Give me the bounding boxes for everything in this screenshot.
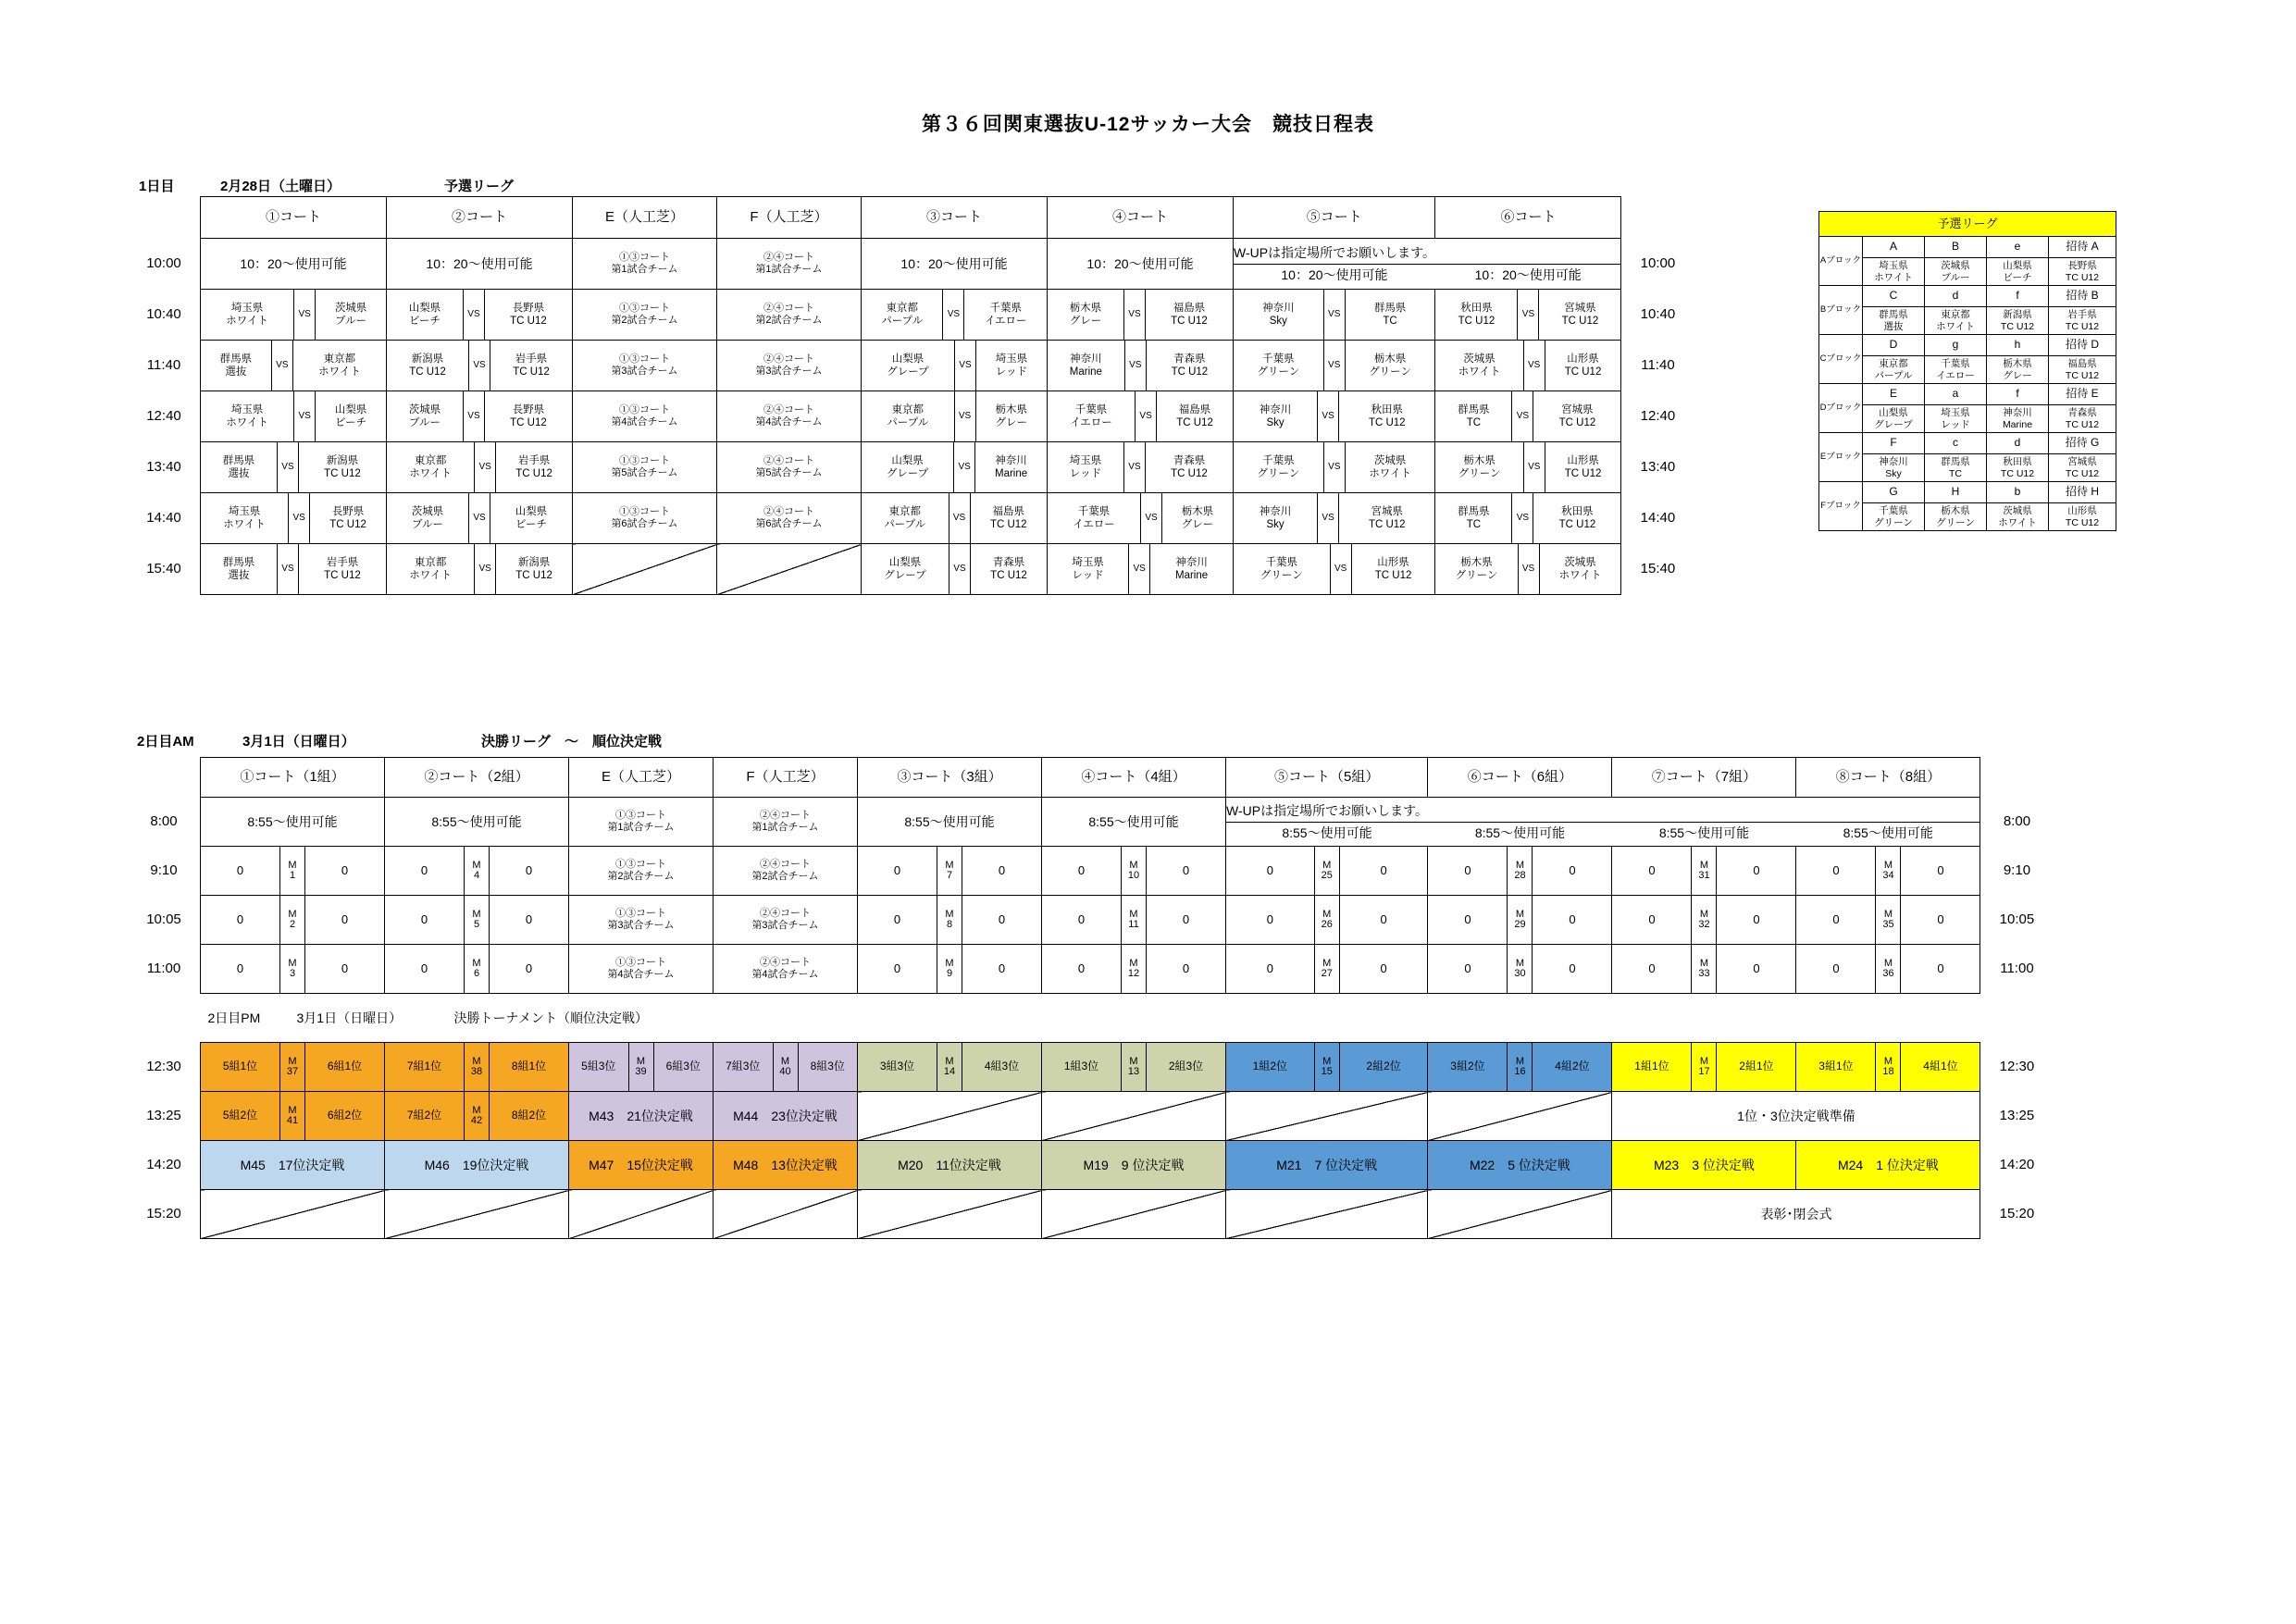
day2pm-match-m17: 1組1位 M 17 2組1位 bbox=[1612, 1043, 1796, 1092]
day2-availability: 8:55～使用可能 bbox=[385, 798, 569, 847]
day1-row bbox=[128, 341, 1694, 391]
day2-col-3: E（人工芝） bbox=[569, 758, 714, 798]
day2-col-8: ⑥コート（6組） bbox=[1428, 758, 1612, 798]
time-corner-right bbox=[1621, 197, 1694, 239]
day2pm-final-match: M19 9 位決定戦 bbox=[1042, 1141, 1226, 1190]
day1-match: 千葉県 イエロー VS 福島県 TC U12 bbox=[1048, 391, 1234, 442]
day1-match: 茨城県 ホワイト VS 山形県 TC U12 bbox=[1435, 341, 1621, 391]
block-label: Fブロック bbox=[1819, 482, 1863, 531]
block-code-3: 招待 B bbox=[2049, 286, 2116, 307]
day2pm-empty-slot bbox=[858, 1190, 1042, 1239]
day1-row bbox=[128, 544, 1694, 595]
day2-match-m35: 0 M 35 0 bbox=[1796, 896, 1980, 945]
day2pm-empty-slot bbox=[858, 1092, 1042, 1141]
day2-header-row bbox=[128, 758, 2053, 798]
day2-body bbox=[128, 798, 2053, 1239]
day1-match: 埼玉県 ホワイト VS 茨城県 ブルー bbox=[201, 290, 387, 341]
day2-match-m1: 0 M 1 0 bbox=[201, 847, 385, 896]
day2pm-match-m37: 5組1位 M 37 6組1位 bbox=[201, 1043, 385, 1092]
day2am-label: 2日目AM bbox=[137, 734, 194, 750]
day1-match: 千葉県 グリーン VS 茨城県 ホワイト bbox=[1234, 442, 1435, 493]
block-label: Aブロック bbox=[1819, 237, 1863, 286]
day2pm-final-match: M46 19位決定戦 bbox=[385, 1141, 569, 1190]
block-team-2: 栃木県 グレー bbox=[1987, 356, 2049, 384]
day1-match: 山梨県 グレープ VS 青森県 TC U12 bbox=[862, 544, 1048, 595]
day1-label: 1日目 bbox=[139, 179, 175, 194]
day1-row-time-left: 15:40 bbox=[146, 561, 181, 577]
day1-phase: 予選リーグ bbox=[444, 179, 515, 194]
day2-match-m28: 0 M 28 0 bbox=[1428, 847, 1612, 896]
block-code-2: d bbox=[1987, 433, 2049, 454]
day2-availability: 8:55～使用可能 bbox=[201, 798, 385, 847]
day2pm-final-match: M21 7 位決定戦 bbox=[1226, 1141, 1428, 1190]
block-code-2: e bbox=[1987, 237, 2049, 258]
day1-row bbox=[128, 239, 1694, 290]
day1-court-note: ②④コート 第2試合チーム bbox=[717, 290, 862, 341]
day2-wup-note: W-UPは指定場所でお願いします。 8:55～使用可能 bbox=[1226, 798, 1428, 847]
day1-schedule-table bbox=[128, 196, 1694, 595]
day2-availability: 8:55～使用可能 bbox=[1796, 798, 1980, 847]
block-team-1: 千葉県 イエロー bbox=[1925, 356, 1987, 384]
day1-row-time-left: 13:40 bbox=[146, 459, 181, 476]
blocks-header: 予選リーグ bbox=[1819, 212, 2116, 237]
day1-match: 群馬県 選抜 VS 新潟県 TC U12 bbox=[201, 442, 387, 493]
day2am-row bbox=[128, 847, 2053, 896]
day2pm-empty-slot bbox=[1042, 1190, 1226, 1239]
day1-date: 2月28日（土曜日） bbox=[220, 179, 341, 194]
day2-row-time-left: 8:00 bbox=[150, 813, 178, 830]
day2am-row bbox=[128, 798, 2053, 847]
day2-match-m27: 0 M 27 0 bbox=[1226, 945, 1428, 994]
day1-empty-slot bbox=[573, 544, 717, 595]
day2-match-m34: 0 M 34 0 bbox=[1796, 847, 1980, 896]
block-team-3: 岩手県 TC U12 bbox=[2049, 307, 2116, 335]
day1-col-3: E（人工芝） bbox=[573, 197, 717, 239]
day1-court-note: ②④コート 第3試合チーム bbox=[717, 341, 862, 391]
day2pm-placement-match: M43 21位決定戦 bbox=[569, 1092, 714, 1141]
block-code-3: 招待 D bbox=[2049, 335, 2116, 356]
day2pm-final-match: M23 3 位決定戦 bbox=[1612, 1141, 1796, 1190]
block-team-row bbox=[1819, 503, 2116, 531]
day2pm-row-1420 bbox=[128, 1141, 2053, 1190]
day1-match: 千葉県 イエロー VS 栃木県 グレー bbox=[1048, 493, 1234, 544]
day1-row-time-right: 12:40 bbox=[1640, 408, 1676, 425]
day2-match-m9: 0 M 9 0 bbox=[858, 945, 1042, 994]
day1-match: 東京都 ホワイト VS 岩手県 TC U12 bbox=[387, 442, 573, 493]
day2pm-final-match: M45 17位決定戦 bbox=[201, 1141, 385, 1190]
block-team-1: 群馬県 TC bbox=[1925, 454, 1987, 482]
day1-match: 東京都 ホワイト VS 新潟県 TC U12 bbox=[387, 544, 573, 595]
preliminary-blocks-wrap bbox=[1818, 211, 2116, 531]
day2-row-time-right: 10:05 bbox=[1999, 911, 2035, 928]
day2-col-5: ③コート（3組） bbox=[858, 758, 1042, 798]
block-code-1: g bbox=[1925, 335, 1987, 356]
day2-match-m2: 0 M 2 0 bbox=[201, 896, 385, 945]
day2pm-empty-slot bbox=[569, 1190, 714, 1239]
day1-match: 新潟県 TC U12 VS 岩手県 TC U12 bbox=[387, 341, 573, 391]
day2pm-match-m42: 7組2位 M 42 8組2位 bbox=[385, 1092, 569, 1141]
day2pm-time-left: 15:20 bbox=[146, 1206, 181, 1222]
block-team-3: 青森県 TC U12 bbox=[2049, 405, 2116, 433]
day1-match: 神奈川 Marine VS 青森県 TC U12 bbox=[1048, 341, 1234, 391]
day2pm-match-m39: 5組3位 M 39 6組3位 bbox=[569, 1043, 714, 1092]
day1-match: 栃木県 グリーン VS 茨城県 ホワイト bbox=[1435, 544, 1621, 595]
day1-match: 埼玉県 ホワイト VS 長野県 TC U12 bbox=[201, 493, 387, 544]
day2pm-match-m16: 3組2位 M 16 4組2位 bbox=[1428, 1043, 1612, 1092]
block-team-3: 福島県 TC U12 bbox=[2049, 356, 2116, 384]
day2pm-match-m18: 3組1位 M 18 4組1位 bbox=[1796, 1043, 1980, 1092]
day2-col-6: ④コート（4組） bbox=[1042, 758, 1226, 798]
day1-col-1: ①コート bbox=[201, 197, 387, 239]
day1-row bbox=[128, 391, 1694, 442]
day2pm-label-row bbox=[128, 994, 2053, 1043]
day2-col-10: ⑧コート（8組） bbox=[1796, 758, 1980, 798]
day2pm-match-m38: 7組1位 M 38 8組1位 bbox=[385, 1043, 569, 1092]
day2pm-placement-match: M44 23位決定戦 bbox=[714, 1092, 858, 1141]
day2-court-note: ②④コート 第1試合チーム bbox=[714, 798, 858, 847]
day2-match-m25: 0 M 25 0 bbox=[1226, 847, 1428, 896]
day2am-date: 3月1日（日曜日） bbox=[242, 734, 355, 750]
day2-col-1: ①コート（1組） bbox=[201, 758, 385, 798]
block-team-0: 埼玉県 ホワイト bbox=[1863, 258, 1925, 286]
day2-availability: 8:55～使用可能 bbox=[1042, 798, 1226, 847]
day1-header-row bbox=[128, 197, 1694, 239]
day1-match: 埼玉県 レッド VS 青森県 TC U12 bbox=[1048, 442, 1234, 493]
day1-court-note: ①③コート 第5試合チーム bbox=[573, 442, 717, 493]
day1-row-time-left: 14:40 bbox=[146, 510, 181, 527]
day2pm-final-match: M48 13位決定戦 bbox=[714, 1141, 858, 1190]
block-team-2: 神奈川 Marine bbox=[1987, 405, 2049, 433]
day1-court-note: ②④コート 第5試合チーム bbox=[717, 442, 862, 493]
day1-row-time-left: 10:40 bbox=[146, 306, 181, 323]
day2pm-closing-ceremony: 表彰･閉会式 bbox=[1612, 1190, 1980, 1239]
day2-court-note: ①③コート 第1試合チーム bbox=[569, 798, 714, 847]
block-team-0: 千葉県 グリーン bbox=[1863, 503, 1925, 531]
day2pm-empty-slot bbox=[1226, 1092, 1428, 1141]
day2am-row bbox=[128, 945, 2053, 994]
day2pm-final-match: M24 1 位決定戦 bbox=[1796, 1141, 1980, 1190]
day1-col-6: ④コート bbox=[1048, 197, 1234, 239]
day2-row-time-right: 8:00 bbox=[2003, 813, 2031, 830]
block-label: Bブロック bbox=[1819, 286, 1863, 335]
day1-court-note: ②④コート 第1試合チーム bbox=[717, 239, 862, 290]
day2pm-row-1325 bbox=[128, 1092, 2053, 1141]
day1-row bbox=[128, 290, 1694, 341]
day1-empty-slot bbox=[717, 544, 862, 595]
block-code-row bbox=[1819, 384, 2116, 405]
block-team-0: 神奈川 Sky bbox=[1863, 454, 1925, 482]
day1-match: 東京都 パープル VS 福島県 TC U12 bbox=[862, 493, 1048, 544]
day2-match-m26: 0 M 26 0 bbox=[1226, 896, 1428, 945]
day1-availability: 10：20～使用可能 bbox=[1048, 239, 1234, 290]
block-code-row bbox=[1819, 237, 2116, 258]
day2-availability: 8:55～使用可能 bbox=[1612, 798, 1796, 847]
block-team-row bbox=[1819, 454, 2116, 482]
block-code-0: D bbox=[1863, 335, 1925, 356]
day2-match-m3: 0 M 3 0 bbox=[201, 945, 385, 994]
block-code-2: h bbox=[1987, 335, 2049, 356]
day2-col-9: ⑦コート（7組） bbox=[1612, 758, 1796, 798]
time-corner-2 bbox=[128, 758, 201, 798]
day1-match: 埼玉県 ホワイト VS 山梨県 ビーチ bbox=[201, 391, 387, 442]
block-label: Dブロック bbox=[1819, 384, 1863, 433]
day2pm-match-m14: 3組3位 M 14 4組3位 bbox=[858, 1043, 1042, 1092]
day1-match: 千葉県 グリーン VS 山形県 TC U12 bbox=[1234, 544, 1435, 595]
day1-match: 茨城県 ブルー VS 山梨県 ビーチ bbox=[387, 493, 573, 544]
day2-match-m6: 0 M 6 0 bbox=[385, 945, 569, 994]
day1-court-note: ①③コート 第2試合チーム bbox=[573, 290, 717, 341]
day2-match-m36: 0 M 36 0 bbox=[1796, 945, 1980, 994]
day2pm-row-1520 bbox=[128, 1190, 2053, 1239]
day2pm-match-m15: 1組2位 M 15 2組2位 bbox=[1226, 1043, 1428, 1092]
block-code-row bbox=[1819, 433, 2116, 454]
day2-row-time-left: 10:05 bbox=[146, 911, 181, 928]
day2pm-empty-slot bbox=[201, 1190, 385, 1239]
day1-match: 秋田県 TC U12 VS 宮城県 TC U12 bbox=[1435, 290, 1621, 341]
block-team-row bbox=[1819, 307, 2116, 335]
day2pm-empty-slot bbox=[1428, 1092, 1612, 1141]
day2-col-4: F（人工芝） bbox=[714, 758, 858, 798]
block-code-2: f bbox=[1987, 384, 2049, 405]
day2-match-m5: 0 M 5 0 bbox=[385, 896, 569, 945]
block-team-2: 茨城県 ホワイト bbox=[1987, 503, 2049, 531]
day1-match: 群馬県 TC VS 秋田県 TC U12 bbox=[1435, 493, 1621, 544]
day1-row bbox=[128, 493, 1694, 544]
day2-availability: 8:55～使用可能 bbox=[1428, 798, 1612, 847]
day2-col-2: ②コート（2組） bbox=[385, 758, 569, 798]
day1-match: 神奈川 Sky VS 宮城県 TC U12 bbox=[1234, 493, 1435, 544]
block-team-row bbox=[1819, 356, 2116, 384]
block-code-row bbox=[1819, 286, 2116, 307]
block-code-3: 招待 H bbox=[2049, 482, 2116, 503]
day2-match-m12: 0 M 12 0 bbox=[1042, 945, 1226, 994]
day2pm-time-left: 12:30 bbox=[146, 1059, 181, 1075]
day1-row-time-left: 12:40 bbox=[146, 408, 181, 425]
day2-match-m30: 0 M 30 0 bbox=[1428, 945, 1612, 994]
day1-match: 東京都 パープル VS 千葉県 イエロー bbox=[862, 290, 1048, 341]
day1-col-8: ⑥コート bbox=[1435, 197, 1621, 239]
time-corner-2r bbox=[1980, 758, 2054, 798]
day2-match-m31: 0 M 31 0 bbox=[1612, 847, 1796, 896]
day2-court-note: ①③コート 第3試合チーム bbox=[569, 896, 714, 945]
day1-court-note: ②④コート 第4試合チーム bbox=[717, 391, 862, 442]
block-code-2: b bbox=[1987, 482, 2049, 503]
page-title: 第３６回関東選抜U-12サッカー大会 競技日程表 bbox=[921, 114, 1375, 135]
day2-row-time-right: 11:00 bbox=[2000, 961, 2034, 977]
block-code-2: f bbox=[1987, 286, 2049, 307]
day1-match: 茨城県 ブルー VS 長野県 TC U12 bbox=[387, 391, 573, 442]
day2pm-time-right: 14:20 bbox=[1999, 1157, 2035, 1173]
day2-match-m7: 0 M 7 0 bbox=[858, 847, 1042, 896]
day2-match-m29: 0 M 29 0 bbox=[1428, 896, 1612, 945]
day2pm-placement-match: 1位・3位決定戦準備 bbox=[1612, 1092, 1980, 1141]
day2-court-note: ①③コート 第4試合チーム bbox=[569, 945, 714, 994]
day2-row-time-left: 11:00 bbox=[146, 961, 181, 977]
day1-court-note: ①③コート 第6試合チーム bbox=[573, 493, 717, 544]
day2pm-time-right: 13:25 bbox=[1999, 1108, 2035, 1124]
day2-row-time-left: 9:10 bbox=[150, 862, 178, 879]
day1-col-2: ②コート bbox=[387, 197, 573, 239]
day2pm-empty-slot bbox=[385, 1190, 569, 1239]
block-team-1: 栃木県 グリーン bbox=[1925, 503, 1987, 531]
day1-match: 山梨県 グレープ VS 埼玉県 レッド bbox=[862, 341, 1048, 391]
day2pm-empty-slot bbox=[1428, 1190, 1612, 1239]
day1-match: 山梨県 ビーチ VS 長野県 TC U12 bbox=[387, 290, 573, 341]
blocks-body bbox=[1819, 237, 2116, 531]
day1-match: 群馬県 TC VS 宮城県 TC U12 bbox=[1435, 391, 1621, 442]
day2-schedule-table bbox=[128, 757, 2053, 1239]
day1-match: 栃木県 グリーン VS 山形県 TC U12 bbox=[1435, 442, 1621, 493]
day2pm-time-left: 13:25 bbox=[146, 1108, 181, 1124]
day2-availability: 8:55～使用可能 bbox=[858, 798, 1042, 847]
day1-availability: 10：20～使用可能 bbox=[862, 239, 1048, 290]
day1-match: 群馬県 選抜 VS 岩手県 TC U12 bbox=[201, 544, 387, 595]
block-code-3: 招待 E bbox=[2049, 384, 2116, 405]
day1-col-5: ③コート bbox=[862, 197, 1048, 239]
day2-match-m33: 0 M 33 0 bbox=[1612, 945, 1796, 994]
block-code-1: H bbox=[1925, 482, 1987, 503]
day1-match: 東京都 パープル VS 栃木県 グレー bbox=[862, 391, 1048, 442]
day1-court-note: ①③コート 第1試合チーム bbox=[573, 239, 717, 290]
day1-col-4: F（人工芝） bbox=[717, 197, 862, 239]
block-team-3: 山形県 TC U12 bbox=[2049, 503, 2116, 531]
block-code-1: c bbox=[1925, 433, 1987, 454]
block-team-0: 山梨県 グレープ bbox=[1863, 405, 1925, 433]
day2pm-final-match: M47 15位決定戦 bbox=[569, 1141, 714, 1190]
day1-match: 山梨県 グレープ VS 神奈川 Marine bbox=[862, 442, 1048, 493]
day2-court-note: ②④コート 第2試合チーム bbox=[714, 847, 858, 896]
day2pm-match-m13: 1組3位 M 13 2組3位 bbox=[1042, 1043, 1226, 1092]
day2pm-empty-slot bbox=[1042, 1092, 1226, 1141]
day1-row-time-right: 15:40 bbox=[1640, 561, 1676, 577]
day2pm-empty-slot bbox=[1226, 1190, 1428, 1239]
day1-row-time-right: 10:00 bbox=[1640, 255, 1676, 272]
day2-court-note: ②④コート 第4試合チーム bbox=[714, 945, 858, 994]
day2-col-7: ⑤コート（5組） bbox=[1226, 758, 1428, 798]
day1-row-time-left: 10:00 bbox=[146, 255, 181, 272]
day2pm-final-match: M20 11位決定戦 bbox=[858, 1141, 1042, 1190]
block-code-1: a bbox=[1925, 384, 1987, 405]
day1-wup-note: W-UPは指定場所でお願いします。 10：20～使用可能 bbox=[1234, 239, 1435, 290]
block-team-1: 茨城県 ブルー bbox=[1925, 258, 1987, 286]
block-team-2: 秋田県 TC U12 bbox=[1987, 454, 2049, 482]
preliminary-blocks-table bbox=[1818, 211, 2116, 531]
block-code-1: d bbox=[1925, 286, 1987, 307]
block-team-1: 東京都 ホワイト bbox=[1925, 307, 1987, 335]
day1-row-time-right: 11:40 bbox=[1641, 357, 1675, 374]
day1-match: 埼玉県 レッド VS 神奈川 Marine bbox=[1048, 544, 1234, 595]
block-code-row bbox=[1819, 335, 2116, 356]
block-team-row bbox=[1819, 405, 2116, 433]
day1-availability: 10：20～使用可能 bbox=[387, 239, 573, 290]
block-code-0: A bbox=[1863, 237, 1925, 258]
day2pm-row-1230 bbox=[128, 1043, 2053, 1092]
day2-match-m4: 0 M 4 0 bbox=[385, 847, 569, 896]
block-team-2: 山梨県 ビーチ bbox=[1987, 258, 2049, 286]
day2am-phase: 決勝リーグ ～ 順位決定戦 bbox=[481, 734, 663, 750]
block-code-0: C bbox=[1863, 286, 1925, 307]
block-code-3: 招待 G bbox=[2049, 433, 2116, 454]
day1-row bbox=[128, 442, 1694, 493]
day1-row-time-right: 14:40 bbox=[1640, 510, 1676, 527]
day1-match: 神奈川 Sky VS 秋田県 TC U12 bbox=[1234, 391, 1435, 442]
day2-match-m8: 0 M 8 0 bbox=[858, 896, 1042, 945]
day1-col-7: ⑤コート bbox=[1234, 197, 1435, 239]
block-team-1: 埼玉県 レッド bbox=[1925, 405, 1987, 433]
block-team-3: 宮城県 TC U12 bbox=[2049, 454, 2116, 482]
day1-row-time-left: 11:40 bbox=[146, 357, 181, 374]
day2am-row bbox=[128, 896, 2053, 945]
day2pm-match-m41: 5組2位 M 41 6組2位 bbox=[201, 1092, 385, 1141]
day2pm-spacer-r bbox=[1980, 994, 2054, 1043]
day2-table-wrap bbox=[128, 757, 2053, 1239]
day2-match-m11: 0 M 11 0 bbox=[1042, 896, 1226, 945]
block-team-0: 群馬県 選抜 bbox=[1863, 307, 1925, 335]
day1-match: 栃木県 グレー VS 福島県 TC U12 bbox=[1048, 290, 1234, 341]
day1-court-note: ①③コート 第4試合チーム bbox=[573, 391, 717, 442]
block-team-0: 東京都 パープル bbox=[1863, 356, 1925, 384]
day1-table-wrap bbox=[128, 196, 1694, 595]
day1-availability: 10：20～使用可能 bbox=[1435, 239, 1621, 290]
day1-row-time-right: 13:40 bbox=[1640, 459, 1676, 476]
day2pm-match-m40: 7組3位 M 40 8組3位 bbox=[714, 1043, 858, 1092]
day2pm-final-match: M22 5 位決定戦 bbox=[1428, 1141, 1612, 1190]
block-label: Eブロック bbox=[1819, 433, 1863, 482]
day1-match: 神奈川 Sky VS 群馬県 TC bbox=[1234, 290, 1435, 341]
day2pm-time-left: 14:20 bbox=[146, 1157, 181, 1173]
day1-availability: 10：20～使用可能 bbox=[201, 239, 387, 290]
block-team-2: 新潟県 TC U12 bbox=[1987, 307, 2049, 335]
block-team-row bbox=[1819, 258, 2116, 286]
block-code-1: B bbox=[1925, 237, 1987, 258]
day2-match-m10: 0 M 10 0 bbox=[1042, 847, 1226, 896]
day2pm-time-right: 15:20 bbox=[1999, 1206, 2035, 1222]
day2pm-empty-slot bbox=[714, 1190, 858, 1239]
block-code-0: G bbox=[1863, 482, 1925, 503]
day1-row-time-right: 10:40 bbox=[1640, 306, 1676, 323]
block-team-3: 長野県 TC U12 bbox=[2049, 258, 2116, 286]
day2-row-time-right: 9:10 bbox=[2003, 862, 2031, 879]
time-corner bbox=[128, 197, 201, 239]
day2pm-labels: 2日目PM 3月1日（日曜日） 決勝トーナメント（順位決定戦） bbox=[207, 1010, 648, 1025]
block-code-row bbox=[1819, 482, 2116, 503]
day2pm-spacer bbox=[128, 994, 201, 1043]
block-code-0: E bbox=[1863, 384, 1925, 405]
day1-match: 群馬県 選抜 VS 東京都 ホワイト bbox=[201, 341, 387, 391]
block-label: Cブロック bbox=[1819, 335, 1863, 384]
block-code-3: 招待 A bbox=[2049, 237, 2116, 258]
day1-court-note: ②④コート 第6試合チーム bbox=[717, 493, 862, 544]
day2-match-m32: 0 M 32 0 bbox=[1612, 896, 1796, 945]
block-code-0: F bbox=[1863, 433, 1925, 454]
day1-match: 千葉県 グリーン VS 栃木県 グリーン bbox=[1234, 341, 1435, 391]
day1-body bbox=[128, 239, 1694, 595]
day2pm-time-right: 12:30 bbox=[1999, 1059, 2035, 1075]
day2-court-note: ②④コート 第3試合チーム bbox=[714, 896, 858, 945]
day1-court-note: ①③コート 第3試合チーム bbox=[573, 341, 717, 391]
day2-court-note: ①③コート 第2試合チーム bbox=[569, 847, 714, 896]
